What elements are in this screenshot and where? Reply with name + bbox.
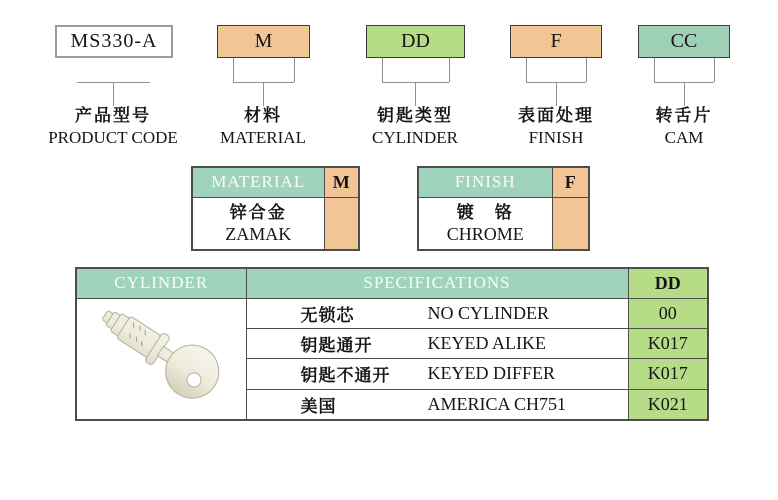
- spec-cn: 无锁芯: [300, 305, 355, 325]
- connector-m-right: [294, 58, 295, 82]
- connector-dd-right: [449, 58, 450, 82]
- finish-label-cn: 表面处理: [518, 106, 594, 125]
- cylinder-image-cell: [76, 298, 246, 420]
- table-row: [76, 298, 708, 328]
- spec-cell: [246, 298, 628, 328]
- cylinder-label-cn: 钥匙类型: [377, 106, 453, 125]
- cam-code-box: CC: [638, 25, 730, 58]
- finish-table: [417, 166, 590, 251]
- product-code-box: MS330-A: [55, 25, 173, 58]
- cam-label-en: CAM: [664, 128, 704, 147]
- connector-f-left: [526, 58, 527, 82]
- connector-cc-right: [714, 58, 715, 82]
- connector-m-left: [233, 58, 234, 82]
- product-code-label: [33, 104, 193, 148]
- product-code-label-en: PRODUCT CODE: [48, 128, 178, 147]
- dd-code-cell: 00: [628, 298, 708, 328]
- spec-en: KEYED ALIKE: [427, 333, 546, 354]
- finish-label-en: FINISH: [528, 128, 584, 147]
- dd-column-header: DD: [628, 268, 708, 298]
- finish-value-cn: 镀 铬: [456, 202, 514, 222]
- finish-table-code: F: [552, 167, 589, 197]
- material-label-en: MATERIAL: [220, 128, 306, 147]
- spec-en: NO CYLINDER: [427, 302, 549, 323]
- connector-dd-left: [382, 58, 383, 82]
- material-value-cn: 锌合金: [229, 202, 287, 222]
- dd-code-cell: K017: [628, 328, 708, 358]
- finish-code-box: F: [510, 25, 602, 58]
- spec-cn: 钥匙不通开: [300, 366, 391, 386]
- spec-cell: [246, 389, 628, 419]
- spec-cn: 美国: [300, 396, 337, 416]
- connector-f-stem: [556, 82, 557, 106]
- material-label-cn: 材料: [244, 106, 282, 125]
- spec-cell: [246, 359, 628, 389]
- material-table: [191, 166, 360, 251]
- connector-product-stem: [113, 82, 114, 106]
- cylinder-label-en: CYLINDER: [372, 128, 458, 147]
- connector-cc-left: [654, 58, 655, 82]
- dd-code-cell: K021: [628, 389, 708, 419]
- material-code-column-cell: [324, 197, 359, 250]
- finish-value-cell: [418, 197, 552, 250]
- lock-cylinder-key-image: [78, 300, 244, 418]
- spec-cell: [246, 328, 628, 358]
- material-value-cell: [192, 197, 324, 250]
- dd-code-cell: K017: [628, 359, 708, 389]
- material-label: [183, 104, 343, 148]
- connector-m-stem: [263, 82, 264, 106]
- spec-cn: 钥匙通开: [300, 336, 373, 356]
- material-table-code: M: [324, 167, 359, 197]
- spec-en: AMERICA CH751: [427, 393, 567, 414]
- cam-label-cn: 转舌片: [655, 106, 713, 125]
- finish-table-header: FINISH: [418, 167, 552, 197]
- cam-label: [604, 104, 764, 148]
- cylinder-spec-table: [75, 267, 709, 421]
- specifications-column-header: SPECIFICATIONS: [246, 268, 628, 298]
- finish-code-column-cell: [552, 197, 589, 250]
- finish-value-en: CHROME: [446, 223, 524, 244]
- connector-cc-stem: [684, 82, 685, 106]
- material-code-box: M: [217, 25, 310, 58]
- table-row: [418, 197, 589, 250]
- material-table-header: MATERIAL: [192, 167, 324, 197]
- connector-dd-stem: [415, 82, 416, 106]
- material-value-en: ZAMAK: [225, 223, 292, 244]
- connector-f-right: [586, 58, 587, 82]
- cylinder-code-box: DD: [366, 25, 465, 58]
- cylinder-column-header: CYLINDER: [76, 268, 246, 298]
- product-code-label-cn: 产品型号: [75, 106, 151, 125]
- table-row: [192, 197, 359, 250]
- cylinder-label: [335, 104, 495, 148]
- spec-en: KEYED DIFFER: [427, 363, 556, 384]
